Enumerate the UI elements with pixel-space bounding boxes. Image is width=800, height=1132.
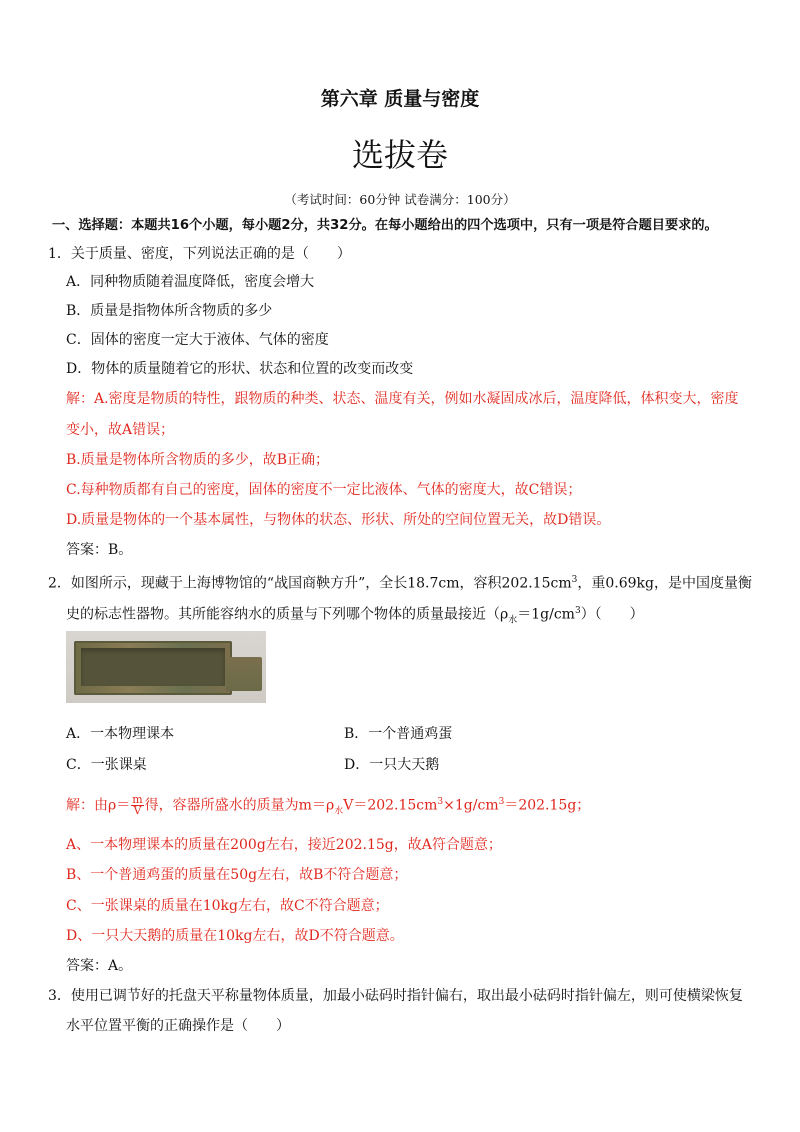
- q1-answer: 答案：B。: [66, 542, 133, 558]
- q2-stem-text: 2．如图所示，现藏于上海博物馆的“战国商鞅方升”，全长18.7cm，容积202.15cm: [48, 575, 572, 592]
- q2-stem-text: ＝1g/cm: [517, 606, 575, 623]
- q2-solution-line: B、一个普通鸡蛋的质量在50g左右，故B不符合题意；: [66, 867, 408, 883]
- q1-solution-line: B.质量是物体所含物质的多少，故B正确；: [66, 452, 330, 468]
- superscript: 3: [571, 575, 578, 585]
- fraction-numerator: m: [132, 793, 143, 807]
- page-title: 选拔卷: [351, 136, 448, 174]
- q3-stem-line2: 水平位置平衡的正确操作是（ ）: [66, 1018, 290, 1034]
- section-heading: 一、选择题：本题共16个小题，每小题2分，共32分。在每小题给出的四个选项中，只有一项是符合题目要求的。: [52, 218, 718, 233]
- bronze-box-shape: [74, 641, 232, 695]
- q2-stem-text: ，重0.69kg，是中国度量衡: [577, 575, 752, 592]
- fraction-denominator: V: [133, 804, 142, 818]
- q2-stem-line2: [66, 601, 786, 630]
- q1-solution-line: 变小，故A错误；: [66, 422, 175, 438]
- q2-option-c: C．一张课桌: [66, 757, 147, 773]
- q2-solution-line: D、一只大天鹅的质量在10kg左右，故D不符合题意。: [66, 928, 404, 944]
- q3-stem-line1: 3．使用已调节好的托盘天平称量物体质量，加最小砝码时指针偏右，取出最小砝码时指针偏左，则可使横梁恢复: [48, 988, 743, 1004]
- q1-solution-line: C.每种物质都有自己的密度，固体的密度不一定比液体、气体的密度大，故C错误；: [66, 482, 582, 498]
- q2-solution-text: V＝202.15cm: [343, 797, 438, 814]
- q1-solution-line: 解：A.密度是物质的特性，跟物质的种类、状态、温度有关，例如水凝固成冰后，温度降低，体积变大，密度: [66, 391, 739, 407]
- q2-solution-text: ＝202.15g；: [504, 797, 591, 814]
- fraction: [131, 795, 143, 816]
- q1-option-d: D．物体的质量随着它的形状、状态和位置的改变而改变: [66, 361, 414, 377]
- q2-solution-formula: [66, 792, 786, 821]
- q2-solution-text: 得，容器所盛水的质量为m＝ρ: [144, 797, 335, 814]
- bronze-handle-shape: [226, 657, 262, 691]
- q2-answer: 答案：A。: [66, 958, 133, 974]
- exam-info: （考试时间：60分钟 试卷满分：100分）: [284, 192, 516, 207]
- q2-stem-line1: [48, 570, 768, 594]
- superscript: 3: [574, 606, 581, 616]
- q1-solution-line: D.质量是物体的一个基本属性，与物体的状态、形状、所处的空间位置无关，故D错误。: [66, 512, 611, 528]
- q2-solution-line: C、一张课桌的质量在10kg左右，故C不符合题意；: [66, 898, 389, 914]
- subscript: 水: [508, 615, 518, 626]
- q2-solution-text: ×1g/cm: [443, 797, 499, 814]
- q2-options-row: [66, 755, 786, 775]
- bronze-measure-photo: [66, 631, 266, 703]
- q2-option-a: A．一本物理课本: [66, 726, 175, 742]
- superscript: 3: [498, 797, 505, 807]
- chapter-heading: 第六章 质量与密度: [320, 88, 480, 110]
- q2-solution-text: 解：由ρ＝: [66, 797, 131, 814]
- subscript: 水: [334, 806, 344, 817]
- q1-option-a: A．同种物质随着温度降低，密度会增大: [66, 274, 315, 290]
- q2-stem-text: 史的标志性器物。其所能容纳水的质量与下列哪个物体的质量最接近（ρ: [66, 606, 509, 623]
- q2-option-d: D．一只大天鹅: [344, 757, 440, 773]
- q2-stem-text: ）（ ）: [580, 606, 644, 623]
- q2-option-b: B．一个普通鸡蛋: [344, 726, 453, 742]
- q1-option-b: B．质量是指物体所含物质的多少: [66, 303, 273, 319]
- q2-solution-line: A、一本物理课本的质量在200g左右，接近202.15g，故A符合题意；: [66, 837, 502, 853]
- q2-options-row: [66, 724, 786, 744]
- superscript: 3: [437, 797, 444, 807]
- q1-stem: 1．关于质量、密度，下列说法正确的是（ ）: [48, 246, 351, 262]
- q1-option-c: C．固体的密度一定大于液体、气体的密度: [66, 332, 329, 348]
